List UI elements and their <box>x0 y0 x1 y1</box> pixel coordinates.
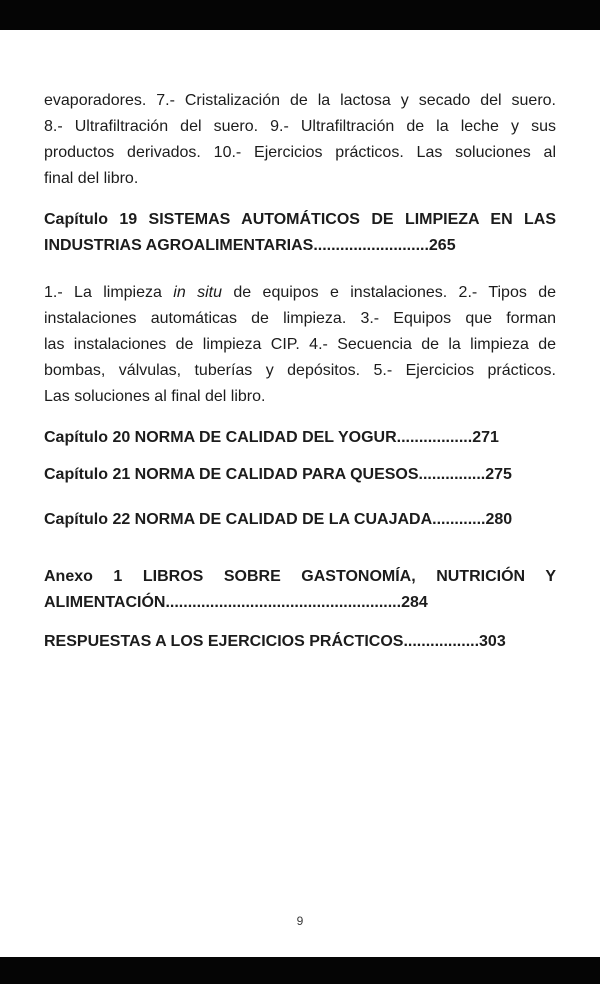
chapter20-toc-entry: Capítulo 20 NORMA DE CALIDAD DEL YOGUR.................271 <box>44 429 499 446</box>
chapter18-summary-paragraph <box>44 88 556 192</box>
text-line: final del libro. <box>44 170 139 187</box>
text-line: instalaciones automáticas de limpieza. 3.- Equipos que forman <box>44 310 556 327</box>
anexo1-toc-entry <box>44 564 556 616</box>
text-line: Capítulo 19 SISTEMAS AUTOMÁTICOS DE LIMPIEZA EN LAS <box>44 211 556 228</box>
text-run: 1.- La limpieza <box>44 284 174 301</box>
text-line: Anexo 1 LIBROS SOBRE GASTONOMÍA, NUTRICIÓN Y <box>44 568 556 585</box>
text-line: Las soluciones al final del libro. <box>44 388 266 405</box>
text-line: evaporadores. 7.- Cristalización de la lactosa y secado del suero. <box>44 92 556 109</box>
text-line: ALIMENTACIÓN.....................................................284 <box>44 594 428 611</box>
text-run: de equipos e instalaciones. 2.- Tipos de <box>222 284 557 301</box>
chapter21-toc-entry: Capítulo 21 NORMA DE CALIDAD PARA QUESOS...............275 <box>44 466 512 483</box>
chapter19-toc-entry <box>44 207 556 259</box>
chapter22-toc-entry: Capítulo 22 NORMA DE CALIDAD DE LA CUAJADA............280 <box>44 511 513 528</box>
page-number: 9 <box>296 914 304 928</box>
chapter19-summary-paragraph <box>44 280 556 410</box>
respuestas-toc-entry: RESPUESTAS A LOS EJERCICIOS PRÁCTICOS.................303 <box>44 633 506 650</box>
text-line: 8.- Ultrafiltración del suero. 9.- Ultrafiltración de la leche y sus <box>44 118 556 135</box>
text-line: bombas, válvulas, tuberías y depósitos. 5.- Ejercicios prácticos. <box>44 362 556 379</box>
text-line: las instalaciones de limpieza CIP. 4.- Secuencia de la limpieza de <box>44 336 556 353</box>
scan-border-bottom <box>0 957 600 984</box>
text-line: INDUSTRIAS AGROALIMENTARIAS..........................265 <box>44 237 456 254</box>
in-situ-italic-text: in situ <box>173 284 223 301</box>
text-line: productos derivados. 10.- Ejercicios prácticos. Las soluciones al <box>44 144 556 161</box>
text-line <box>44 280 556 306</box>
toc-content <box>44 30 556 655</box>
scan-border-top <box>0 0 600 30</box>
